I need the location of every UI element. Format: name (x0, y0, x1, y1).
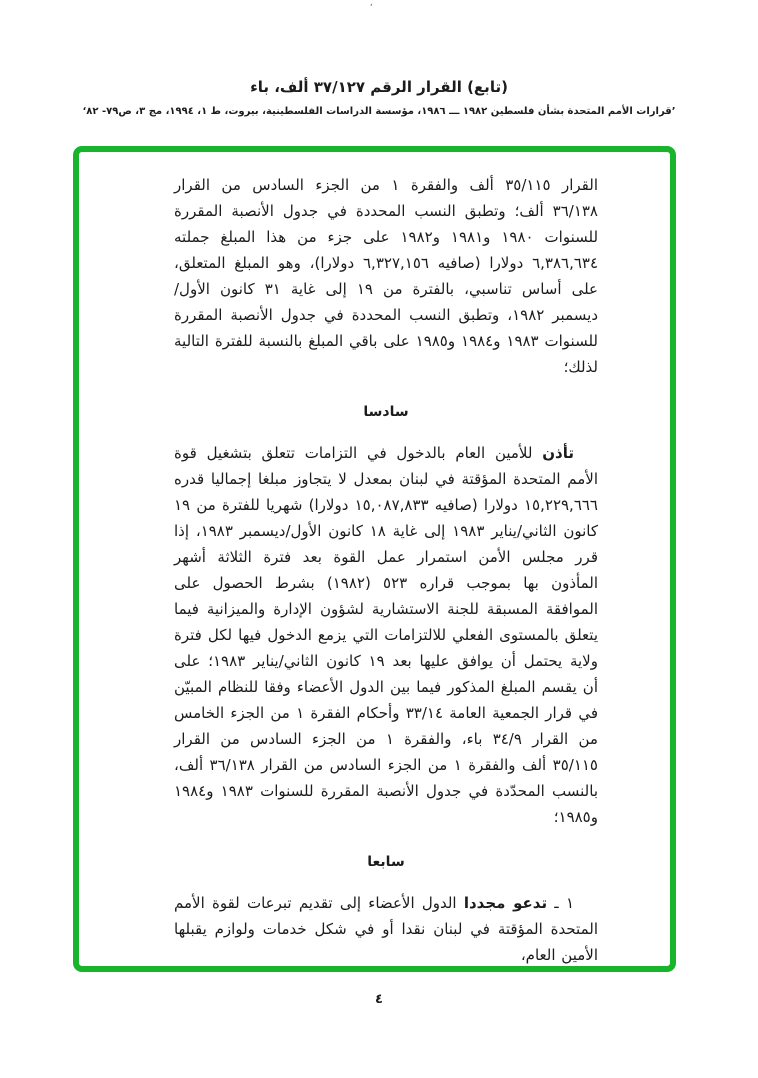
paragraph-continuation: القرار ٣٥/١١٥ ألف والفقرة ١ من الجزء السادس من القرار ٣٦/١٣٨ ألف؛ وتطبق النسب المحددة في جدول الأنصبة المقررة للسنوات ١٩٨٠ و١٩٨١ و١٩٨٢ على جزء من هذا المبلغ جملته ٦,٣٨٦,٦٣٤ دولارا (صافيه ٦,٣٢٧,١٥٦ دولارا)، وهو المبلغ المتعلق، على أساس تناسبي، بالفترة من ١٩ إلى غاية ٣١ كانون الأول/ديسمبر ١٩٨٢، وتطبق النسب المحددة في جدول الأنصبة المقررة للسنوات ١٩٨٣ و١٩٨٤ و١٩٨٥ على باقي المبلغ بالنسبة للفترة التالية لذلك؛ (174, 176, 599, 376)
paragraph-sixth (174, 440, 598, 830)
source-citation: ’قرارات الأمم المتحدة بشأن فلسطين ١٩٨٢ ـــ ١٩٨٦، مؤسسة الدراسات الفلسطينية، بيروت، ط ١، ١٩٩٤، مج ٣، ص٧٩- ٨٢‘ (82, 106, 676, 117)
paragraph-seventh-text: الدول الأعضاء إلى تقديم تبرعات لقوة الأمم المتحدة المؤقتة في لبنان نقدا أو في شكل خدمات ولوازم يقبلها الأمين العام، (174, 894, 598, 964)
page-number: ٤ (375, 992, 383, 1007)
document-body (174, 172, 598, 968)
paragraph-seventh (174, 890, 598, 968)
operative-verb-sixth: تأذن (542, 444, 574, 462)
section-heading-seventh: سابعا (367, 854, 405, 870)
document-title: (تابع) القرار الرقم ٣٧/١٢٧ ألف، باء (250, 78, 508, 96)
section-heading-sixth: سادسا (363, 404, 409, 420)
item-number: ١ ـ (547, 894, 574, 912)
paragraph-sixth-text: للأمين العام بالدخول في التزامات تتعلق بتشغيل قوة الأمم المتحدة المؤقتة في لبنان بمعدل لا يتجاوز مبلغا إجماليا قدره ١٥,٢٢٩,٦٦٦ دولارا (صافيه ١٥,٠٨٧,٨٣٣ دولارا) شهريا للفترة من ١٩ كانون الثاني/يناير ١٩٨٣ إلى غاية ١٨ كانون الأول/ديسمبر ١٩٨٣، إذا قرر مجلس الأمن استمرار عمل القوة بعد فترة الثلاثة أشهر المأذون بها بموجب قراره ٥٢٣ (١٩٨٢) بشرط الحصول على الموافقة المسبقة للجنة الاستشارية لشؤون الإدارة والميزانية فيما يتعلق بالمستوى الفعلي للالتزامات التي يزمع الدخول فيها لكل فترة ولاية يحتمل أن يوافق عليها بعد ١٩ كانون الثاني/يناير ١٩٨٣؛ على أن يقسم المبلغ المذكور فيما بين الدول الأعضاء وفقا للنظام المبيّن في قرار الجمعية العامة ٣٣/١٤ وأحكام الفقرة ١ من الجزء الخامس من القرار ٣٤/٩ باء، والفقرة ١ من الجزء السادس من القرار ٣٥/١١٥ ألف والفقرة ١ من الجزء السادس من القرار ٣٦/١٣٨ ألف، بالنسب المحدّدة في جدول الأنصبة المقررة للسنوات ١٩٨٣ و١٩٨٤ و١٩٨٥؛ (174, 444, 599, 826)
operative-verb-seventh: تدعو مجددا (463, 894, 548, 912)
stray-mark: ʹ (370, 4, 373, 14)
